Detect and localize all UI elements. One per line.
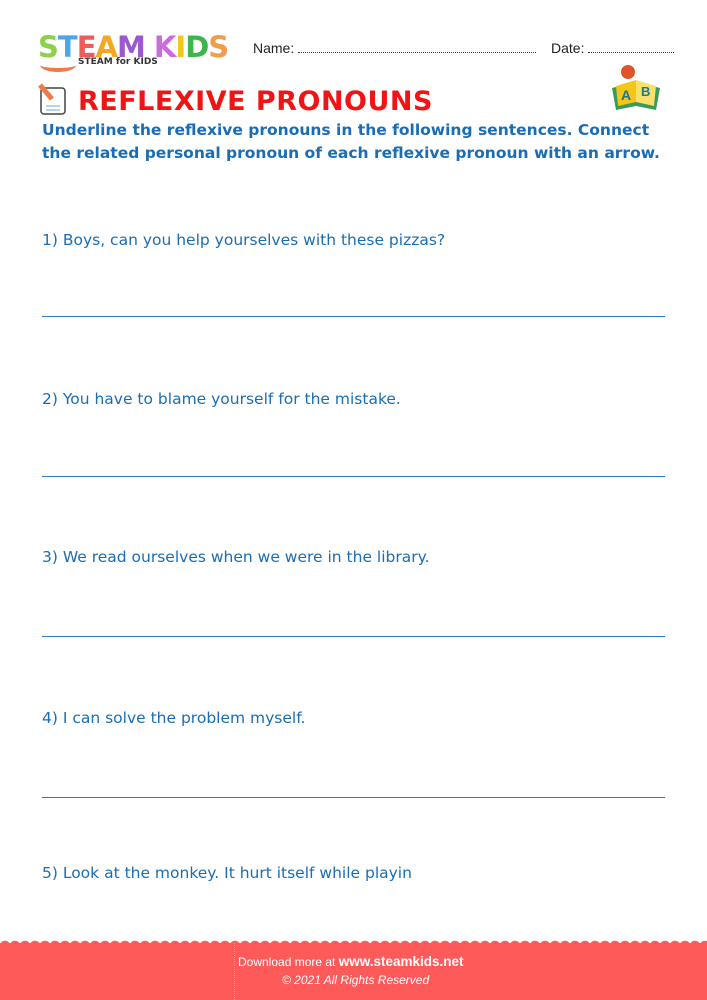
footer xyxy=(0,943,707,1000)
svg-text:B: B xyxy=(641,84,651,99)
site-link[interactable]: www.steamkids.net xyxy=(338,954,464,969)
logo-swoosh xyxy=(40,58,76,72)
page-title: REFLEXIVE PRONOUNS xyxy=(78,86,433,117)
logo-letter: E xyxy=(76,30,96,64)
answer-line-3[interactable] xyxy=(42,636,665,637)
question-3: 3) We read ourselves when we were in the library. xyxy=(42,548,430,566)
name-label: Name: xyxy=(253,40,295,56)
logo-letter: S xyxy=(208,30,229,64)
instructions: Underline the reflexive pronouns in the following sentences. Connect the related personal pronoun of each reflexive pronoun with an arrow. xyxy=(42,121,660,162)
svg-text:A: A xyxy=(621,87,632,103)
logo-letter: T xyxy=(57,30,77,64)
question-4: 4) I can solve the problem myself. xyxy=(42,709,306,727)
date-field[interactable] xyxy=(551,40,674,56)
answer-line-2[interactable] xyxy=(42,476,665,477)
logo-letter: M xyxy=(116,30,145,64)
question-5: 5) Look at the monkey. It hurt itself while playin xyxy=(42,864,412,882)
answer-line-1[interactable] xyxy=(42,316,665,317)
logo-letter: S xyxy=(38,30,58,64)
name-field[interactable] xyxy=(253,40,536,56)
question-2: 2) You have to blame yourself for the mistake. xyxy=(42,390,401,408)
logo-letter: A xyxy=(95,30,117,64)
copyright: © 2021 All Rights Reserved xyxy=(282,973,430,987)
abc-book-icon xyxy=(608,60,664,116)
logo-letter: K xyxy=(153,30,176,64)
answer-line-4[interactable] xyxy=(42,797,665,798)
worksheet-pencil-icon xyxy=(36,82,70,116)
date-label: Date: xyxy=(551,40,585,56)
download-text: Download more at www.steamkids.net xyxy=(238,954,464,969)
logo-subtitle: STEAM for KIDS xyxy=(78,57,158,67)
logo-letter: I xyxy=(175,30,186,64)
logo-letter: D xyxy=(185,30,209,64)
question-1: 1) Boys, can you help yourselves with these pizzas? xyxy=(42,231,446,249)
